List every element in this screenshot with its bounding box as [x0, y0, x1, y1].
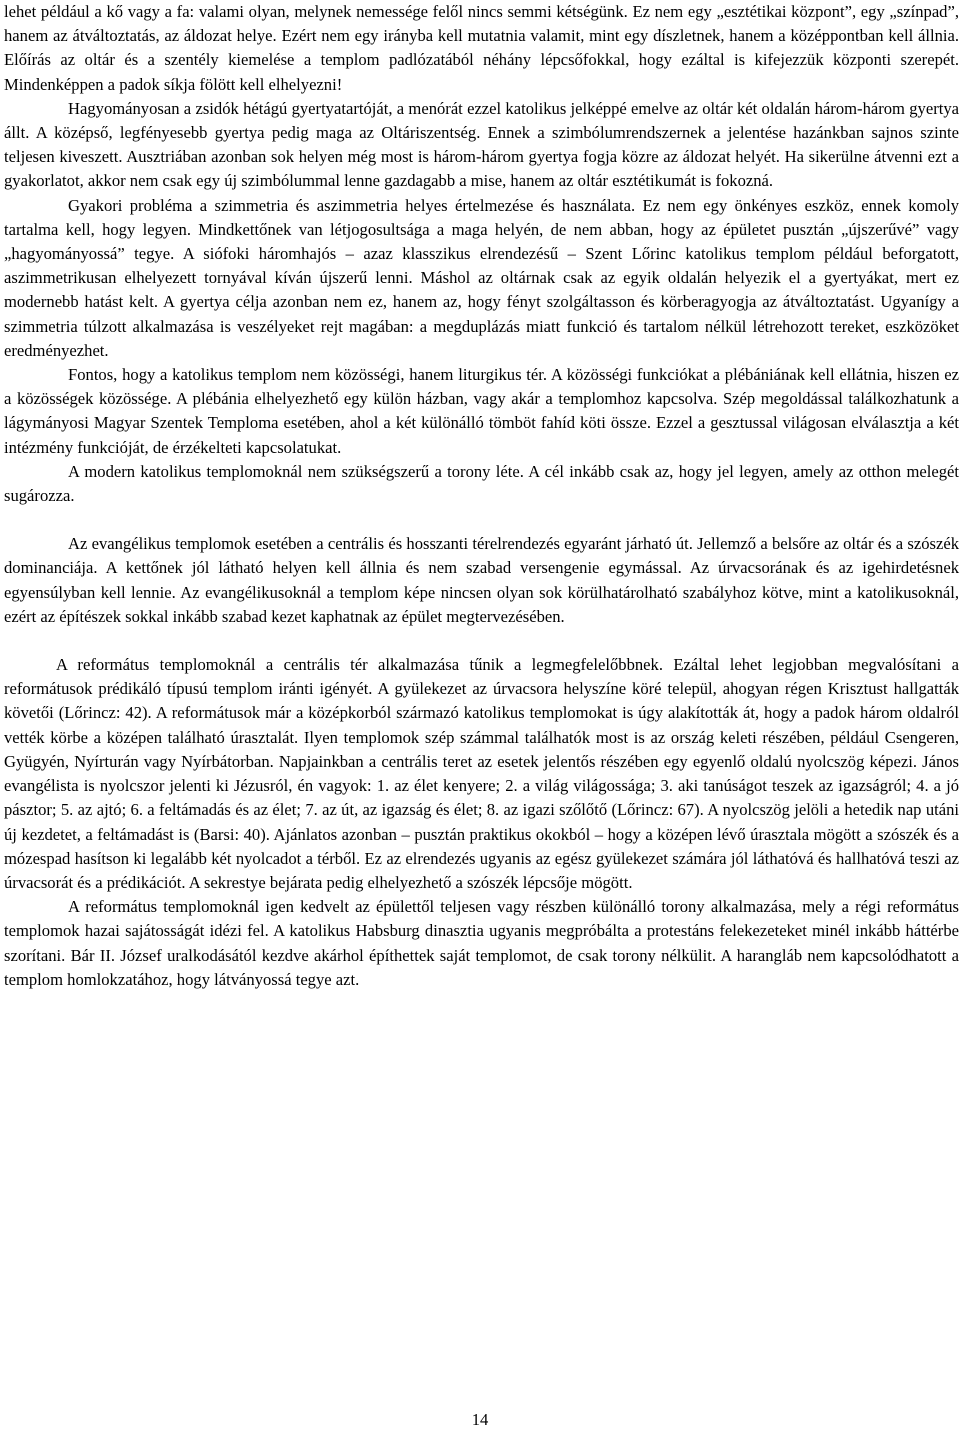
paragraph-reformed-centrality: A református templomoknál a centrális tér alkalmazása tűnik a legmegfelelőbbnek. Ezáltal lehet legjobban megvalósítani a reformátusok prédikáló típusú templom iránti igényét. A gyülekezet az úrvacsora helyszíne köré települ, ahogyan régen Krisztust hallgatták követői (Lőrincz: 42). A reformátusok már a középkorból származó katolikus templomokat is úgy alakították át, hogy a padok három oldalról vették körbe a középen található úrasztalát. Ilyen templomok szép számmal találhatók most is az ország keleti részében, például Csengeren, Gyügyén, Nyírturán vagy Nyírbátorban. Napjainkban a centrális teret az esetek jelentős részében egy egyenlő oldalú nyolcszög képezi. János evangélista is nyolcszor jelenti ki Jézusról, én vagyok: 1. az élet kenyere; 2. a világ világossága; 3. aki tanúságot teszek az igazságról; 4. a jó pásztor; 5. az ajtó; 6. a feltámadás és az élet; 7. az út, az igazság és élet; 8. az igazi szőlőtő (Lőrincz: 67). A nyolcszög jelöli a hetedik nap utáni új kezdetet, a feltámadást is (Barsi: 40). Ajánlatos azonban – pusztán praktikus okokból – hogy a középen lévő úrasztala mögött a szószék és a mózespad hasítson ki legalább két nyolcadot a térből. Ez az elrendezés ugyanis az egész gyülekezet számára jól láthatóvá és hallhatóvá teszi az úrvacsorát és a prédikációt. A sekrestye bejárata pedig elhelyezhető a szószék lépcsője mögött.: [4, 655, 959, 892]
paragraph-tower: A modern katolikus templomoknál nem szükségszerű a torony léte. A cél inkább csak az, hogy jel legyen, amely az otthon melegét sugározza.: [4, 461, 959, 506]
paragraph-gap: [4, 629, 959, 653]
paragraph-altar-material: lehet például a kő vagy a fa: valami olyan, melynek nemessége felől nincs semmi kétségünk. Ez nem egy „esztétikai központ”, egy „színpad”, hanem az átváltoztatás, az áldozat helye. Ezért nem egy irányba kell mutatnia valamit, mint egy díszletnek, hanem a középpontban kell állnia. Előírás az oltár és a szentély kiemelése a templom padlózatából néhány lépcsőfokkal, hogy ezáltal is kifejezzük központi szerepét. Mindenképpen a padok síkja fölött kell elhelyezni!: [4, 2, 959, 94]
paragraph-reformed-tower: A református templomoknál igen kedvelt az épülettől teljesen vagy részben különálló torony alkalmazása, mely a régi református templomok hazai sajátosságát idézi fel. A katolikus Habsburg dinasztia ugyanis megpróbálta a protestáns felekezeteket minél inkább háttérbe szorítani. Bár II. József uralkodásától kezdve akárhol építhettek saját templomot, de csak torony nélkülit. A harangláb nem kapcsolódhatott a templom homlokzatához, hogy látványossá tegye azt.: [4, 897, 959, 989]
paragraph-liturgical-space: Fontos, hogy a katolikus templom nem közösségi, hanem liturgikus tér. A közösségi funkciókat a plébániának kell ellátnia, hiszen ez a közösségek közössége. A plébánia elhelyezhető egy külön házban, vagy akár a templomhoz kapcsolva. Szép megoldással találkozhatunk a lágymányosi Magyar Szentek Temploma esetében, ahol a két különálló tömböt fahíd köti össze. Ezzel a gesztussal világosan elválasztja a két intézmény funkcióját, de érzékelteti kapcsolatukat.: [4, 365, 959, 457]
paragraph-gap: [4, 508, 959, 532]
paragraph-candles: Hagyományosan a zsidók hétágú gyertyatartóját, a menórát ezzel katolikus jelképpé emelve az oltár két oldalán három-három gyertya állt. A középső, legfényesebb gyertya pedig maga az Oltáriszentség. Ennek a szimbólumrendszernek a jelentése hazánkban sajnos szinte teljesen kiveszett. Ausztriában azonban sok helyen még most is három-három gyertya fogja közre az áldozat helyét. Ha sikerülne átvenni ezt a gyakorlatot, akkor nem csak egy új szimbólummal lenne gazdagabb a mise, hanem az oltár esztétikumát is fokozná.: [4, 98, 959, 191]
document-page: [4, 0, 959, 992]
page-number: 14: [471, 1410, 489, 1429]
paragraph-symmetry: Gyakori probléma a szimmetria és aszimmetria helyes értelmezése és használata. Ez nem egy önkényes eszköz, ennek komoly tartalma kell, hogy legyen. Mindkettőnek van létjogosultsága a maga helyén, de nem abban, hogy az épületet pusztán „újszerűvé” vagy „hagyományossá” tegye. A siófoki háromhajós – azaz klasszikus elrendezésű – Szent Lőrinc katolikus templom például beforgatott, aszimmetrikusan elhelyezett tornyával kíván újszerű lenni. Máshol az oltárnak csak az egyik oldalán helyezik el a gyertyákat, mert ez modernebb hatást kelt. A gyertya célja azonban nem ez, hanem az, hogy fényt szolgáltasson és körberagyogja az átváltoztatást. Ugyanígy a szimmetria túlzott alkalmazása is veszélyeket rejt magában: a megduplázás miatt funkció és tartalom nélkül létrehozott tereket, eszközöket eredményezhet.: [4, 195, 959, 360]
paragraph-lutheran: Az evangélikus templomok esetében a centrális és hosszanti térelrendezés egyaránt járható út. Jellemző a belsőre az oltár és a szószék dominanciája. A kettőnek jól látható helyen kell állnia és nem szabad versengenie egymással. Az úrvacsorának és az igehirdetésnek egyensúlyban kell lennie. Az evangélikusoknál a templom képe nincsen olyan sok körülhatárolható szabályhoz kötve, mint a katolikusoknál, ezért az építészek sokkal inkább szabad kezet kaphatnak az épület megtervezésében.: [4, 534, 959, 626]
